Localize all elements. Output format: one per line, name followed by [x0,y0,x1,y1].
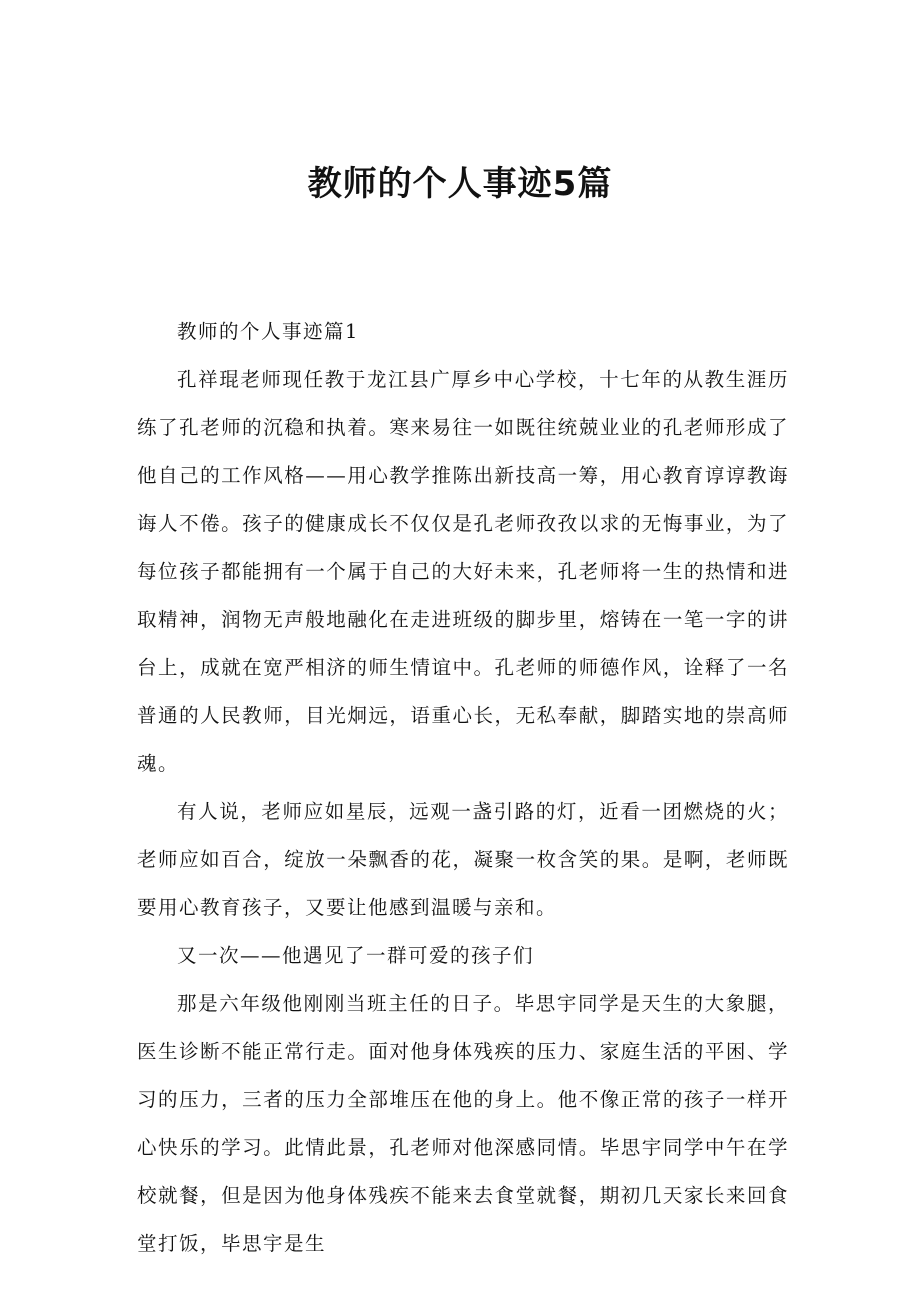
body-paragraph: 又一次——他遇见了一群可爱的孩子们 [177,944,535,967]
page-title: 教师的个人事迹5篇 [307,164,613,204]
document-body [137,308,789,1268]
section-heading: 教师的个人事迹篇1 [177,320,359,343]
body-paragraph: 孔祥琨老师现任教于龙江县广厚乡中心学校，十七年的从教生涯历练了孔老师的沉稳和执着。寒来易往一如既往统兢业业的孔老师形成了他自己的工作风格——用心教学推陈出新技高一筹，用心教育谆谆教诲诲人不倦。孩子的健康成长不仅仅是孔老师孜孜以求的无悔事业，为了每位孩子都能拥有一个属于自己的大好未来，孔老师将一生的热情和进取精神，润物无声般地融化在走进班级的脚步里，熔铸在一笔一字的讲台上，成就在宽严相济的师生情谊中。孔老师的师德作风，诠释了一名普通的人民教师，目光炯远，语重心长，无私奉献，脚踏实地的崇高师魂。 [137,368,789,775]
body-paragraph: 那是六年级他刚刚当班主任的日子。毕思宇同学是天生的大象腿，医生诊断不能正常行走。面对他身体残疾的压力、家庭生活的平困、学习的压力，三者的压力全部堆压在他的身上。他不像正常的孩子一样开心快乐的学习。此情此景，孔老师对他深感同情。毕思宇同学中午在学校就餐，但是因为他身体残疾不能来去食堂就餐，期初几天家长来回食堂打饭，毕思宇是生 [137,992,789,1255]
body-paragraph: 有人说，老师应如星辰，远观一盏引路的灯，近看一团燃烧的火；老师应如百合，绽放一朵飘香的花，凝聚一枚含笑的果。是啊，老师既要用心教育孩子，又要让他感到温暖与亲和。 [137,800,789,919]
